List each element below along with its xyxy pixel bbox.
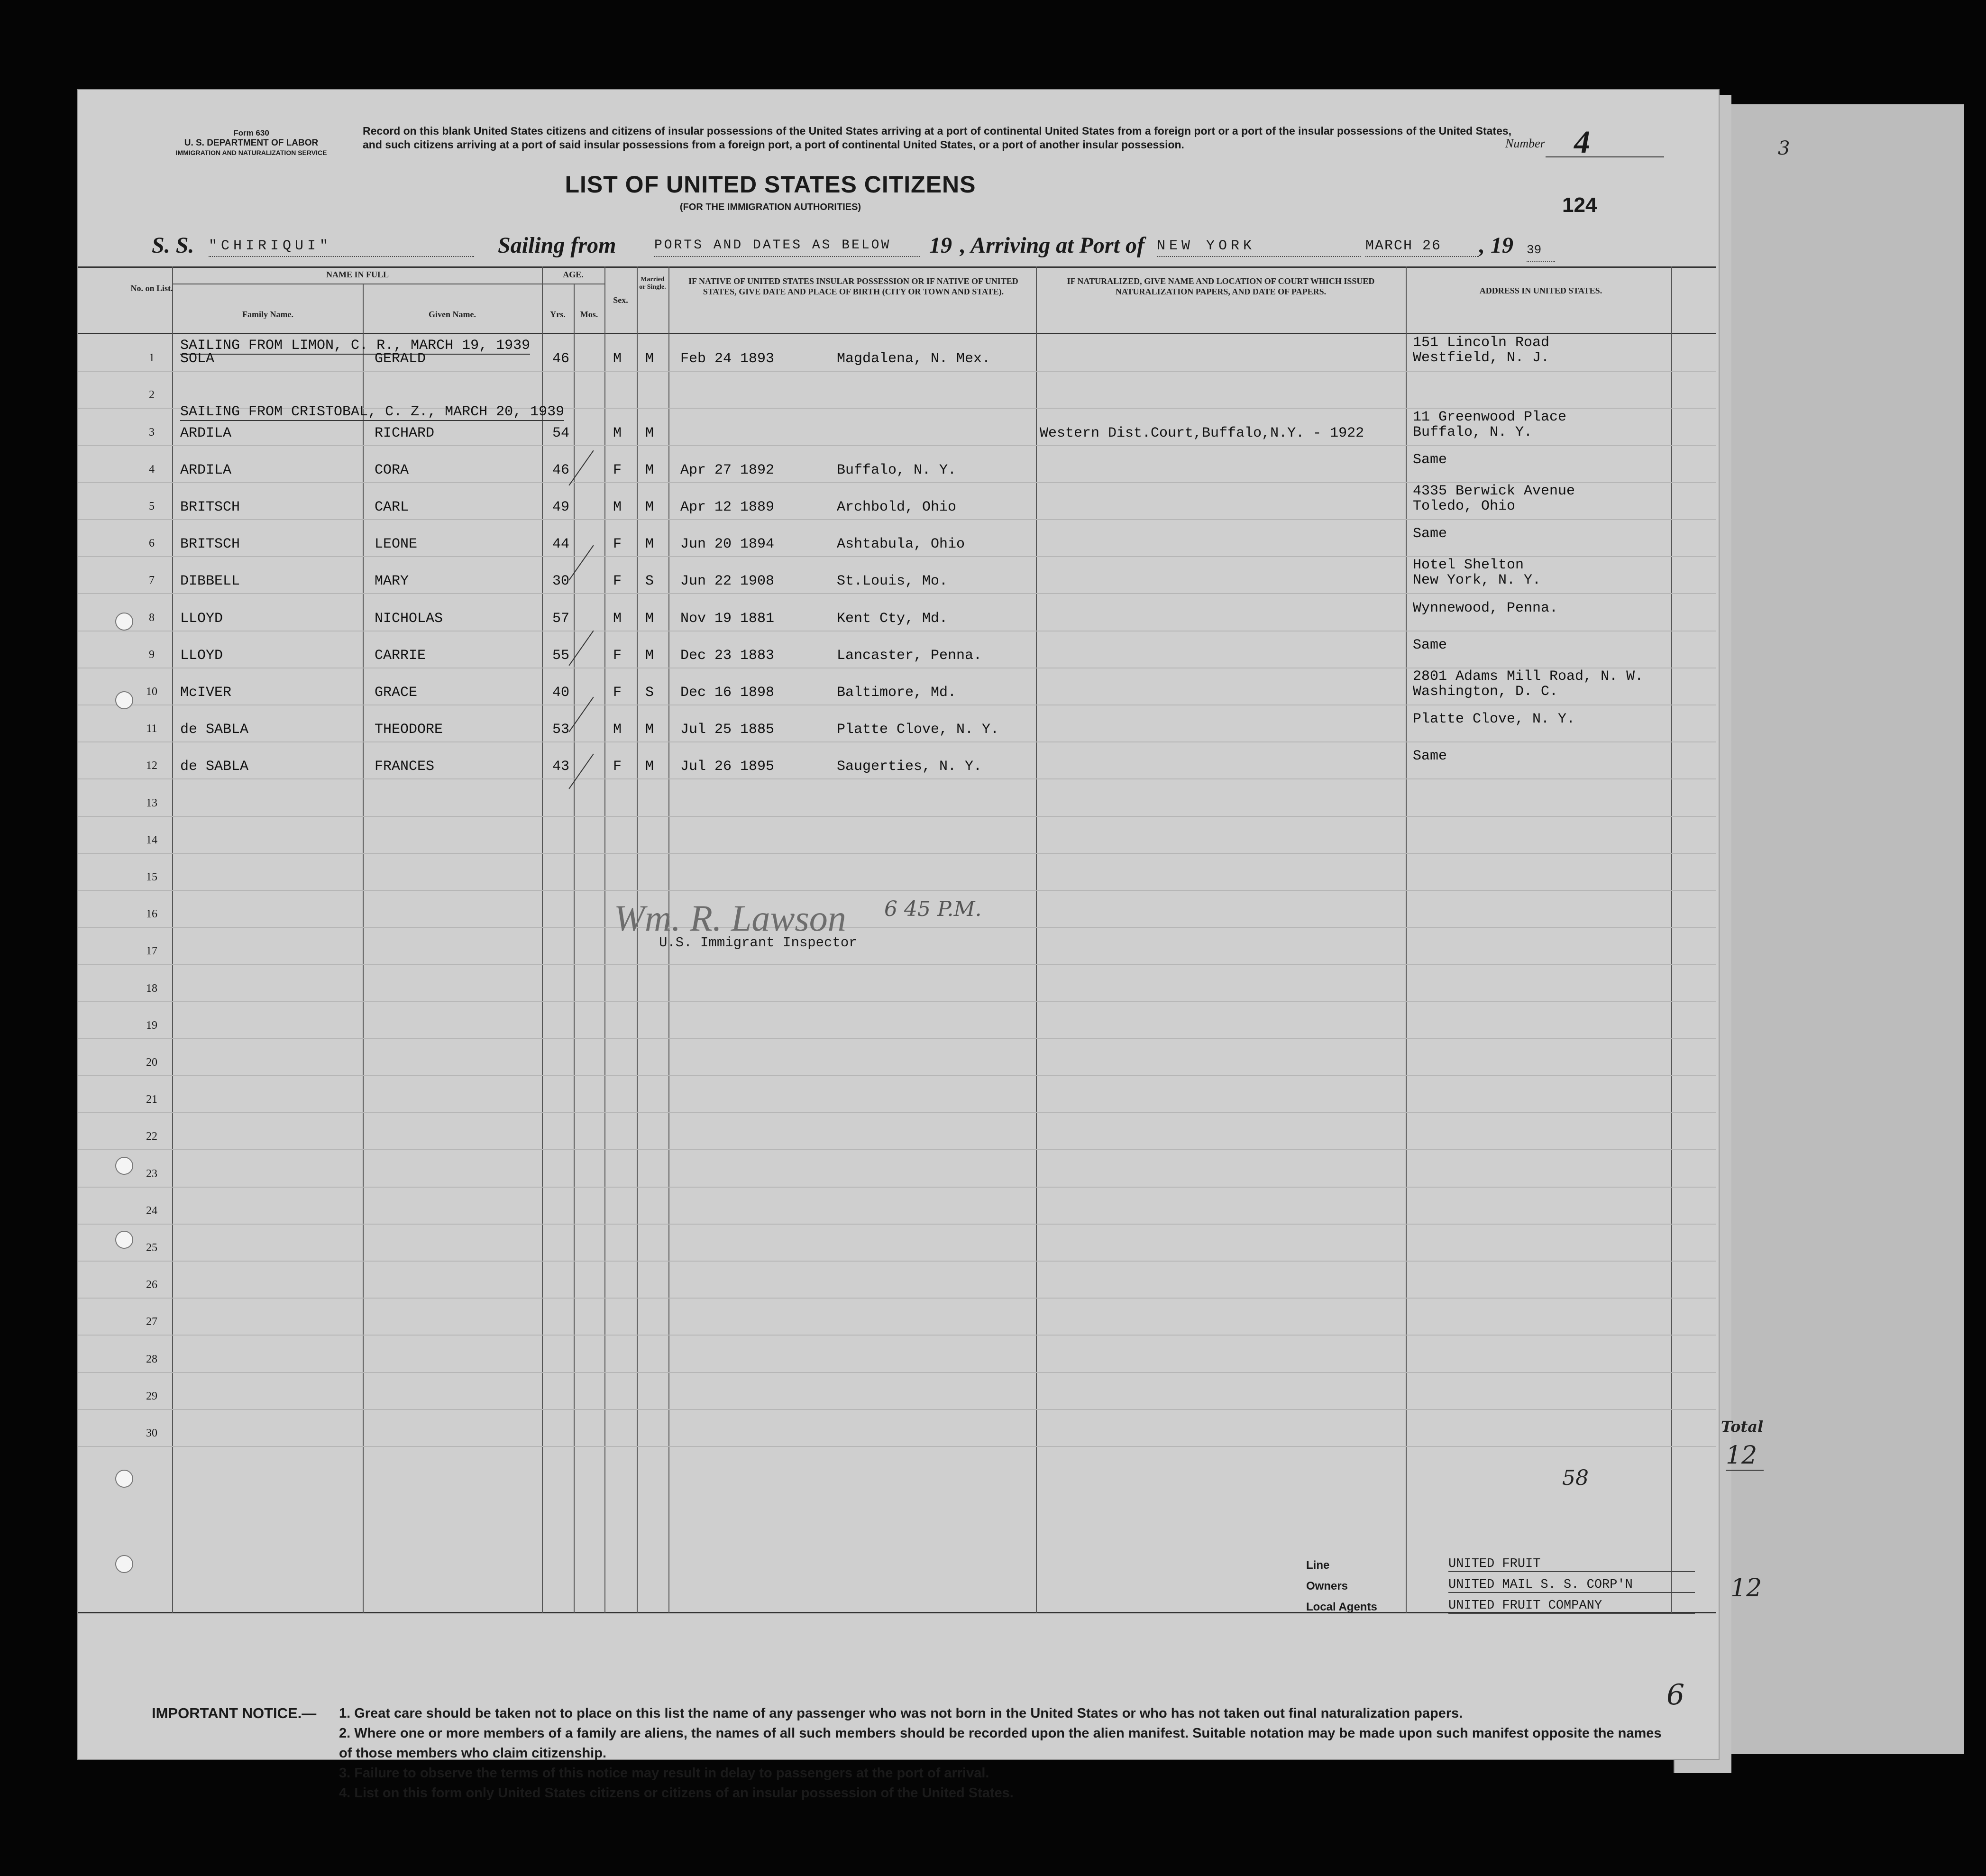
marital-status-cell: M: [645, 647, 654, 664]
address-line-1: Hotel Shelton: [1413, 557, 1524, 574]
row-number: 1: [149, 352, 155, 365]
row-number: 21: [146, 1093, 157, 1106]
sex-cell: M: [613, 610, 622, 627]
age-cell: 44: [552, 536, 570, 553]
row-number: 26: [146, 1279, 157, 1291]
punch-hole: [115, 691, 133, 709]
age-cell: 46: [552, 351, 570, 367]
address-line-1: 151 Lincoln Road: [1413, 335, 1550, 351]
age-cell: 43: [552, 759, 570, 775]
ss-label: S. S.: [152, 233, 194, 258]
col-divider: [1671, 266, 1672, 1613]
line-value: UNITED FRUIT: [1448, 1557, 1695, 1572]
given-name-cell: CARRIE: [375, 647, 426, 664]
col-no-on-list: No. on List.: [130, 284, 173, 293]
voyage-row: [152, 232, 1716, 261]
address-line-2: New York, N. Y.: [1413, 572, 1541, 589]
birth-date-cell: Jun 22 1908: [680, 573, 775, 590]
sex-cell: M: [613, 351, 622, 367]
address-line-1: Same: [1413, 748, 1447, 765]
row-number: 5: [149, 500, 155, 512]
arrival-year: 39: [1527, 243, 1555, 262]
row-line: [78, 1187, 1716, 1188]
sailing-from-label: Sailing from: [498, 233, 616, 258]
manifest-table: [78, 266, 1716, 1613]
sailing-from-value: PORTS AND DATES AS BELOW: [654, 238, 920, 257]
arrival-port: NEW YORK: [1157, 238, 1361, 257]
col-sex: Sex.: [613, 295, 628, 305]
notice-item-1: 1. Great care should be taken not to place on this list the name of any passenger who was not born in the United States or who has not taken out final naturalization papers.: [339, 1706, 1463, 1721]
col-family-name: Family Name.: [242, 310, 293, 319]
row-number: 3: [149, 426, 155, 439]
owners-label: Owners: [1306, 1580, 1348, 1592]
age-cell: 57: [552, 610, 570, 627]
service-name: IMMIGRATION AND NATURALIZATION SERVICE: [175, 149, 327, 156]
address-line-1: 11 Greenwood Place: [1413, 409, 1567, 425]
corner-mark: 6: [1666, 1678, 1685, 1711]
address-line-1: 4335 Berwick Avenue: [1413, 483, 1575, 499]
punch-hole: [115, 1555, 133, 1573]
row-line: [78, 445, 1716, 446]
birth-place-cell: Baltimore, Md.: [837, 685, 957, 701]
row-line: [78, 1001, 1716, 1002]
address-line-1: Same: [1413, 451, 1447, 468]
given-name-cell: LEONE: [375, 536, 418, 553]
family-name-cell: LLOYD: [180, 647, 223, 664]
row-number: 27: [146, 1316, 157, 1328]
check-mark: [568, 545, 594, 581]
col-mos: Mos.: [580, 310, 598, 319]
given-name-cell: NICHOLAS: [375, 610, 443, 627]
given-name-cell: CORA: [375, 462, 409, 478]
birth-date-cell: Nov 19 1881: [680, 610, 775, 627]
notice-item-2: 2. Where one or more members of a family are aliens, the names of all such members should be recorded upon the alien manifest. Suitable notation may be made upon such manifest opposite the names of those members who claim citizenship.: [339, 1726, 1662, 1761]
row-line: [78, 1372, 1716, 1373]
sex-cell: M: [613, 722, 622, 738]
marital-status-cell: M: [645, 722, 654, 738]
punch-hole: [115, 613, 133, 631]
age-cell: 53: [552, 722, 570, 738]
row-line: [78, 371, 1716, 372]
marital-status-cell: S: [645, 685, 654, 701]
age-cell: 55: [552, 647, 570, 664]
col-birth-info: IF NATIVE OF UNITED STATES INSULAR POSSESSION OR IF NATIVE OF UNITED STATES, GIVE DATE AND PLACE OF BIRTH (CITY OR TOWN AND STATE).: [688, 276, 1018, 296]
row-line: [78, 741, 1716, 742]
year-prefix: 19: [929, 233, 952, 258]
sailing-note-cristobal: SAILING FROM CRISTOBAL, C. Z., MARCH 20, 1939: [180, 404, 565, 420]
row-number: 23: [146, 1167, 157, 1180]
given-name-cell: THEODORE: [375, 722, 443, 738]
family-name-cell: ARDILA: [180, 462, 232, 478]
inspector-title: U.S. Immigrant Inspector: [659, 935, 857, 951]
family-name-cell: BRITSCH: [180, 499, 240, 515]
col-address: ADDRESS IN UNITED STATES.: [1479, 286, 1602, 295]
punch-hole: [115, 1157, 133, 1175]
col-naturalized: IF NATURALIZED, GIVE NAME AND LOCATION OF COURT WHICH ISSUED NATURALIZATION PAPERS, AND DATE OF PAPERS.: [1067, 276, 1375, 296]
row-number: 7: [149, 574, 155, 587]
birth-date-cell: Dec 23 1883: [680, 647, 775, 664]
check-mark: [568, 450, 594, 486]
row-number: 28: [146, 1353, 157, 1365]
table-top-rule: [78, 266, 1716, 268]
given-name-cell: CARL: [375, 499, 409, 515]
given-name-cell: GRACE: [375, 685, 418, 701]
back-sheet: [1707, 104, 1964, 1754]
notice-item-3: 3. Failure to observe the terms of this notice may result in delay to passengers at the port of arrival.: [339, 1766, 989, 1781]
sex-cell: F: [613, 536, 622, 553]
marital-status-cell: M: [645, 610, 654, 627]
row-number: 11: [146, 723, 157, 735]
marital-status-cell: M: [645, 536, 654, 553]
row-number: 18: [146, 982, 157, 995]
address-line-2: Buffalo, N. Y.: [1413, 424, 1533, 440]
age-cell: 54: [552, 425, 570, 441]
row-line: [78, 1112, 1716, 1113]
birth-place-cell: St.Louis, Mo.: [837, 573, 948, 590]
row-line: [78, 519, 1716, 520]
side-total-value: 12: [1730, 1574, 1762, 1602]
check-mark: [568, 631, 594, 666]
birth-place-cell: Archbold, Ohio: [837, 499, 957, 515]
inspector-signature: Wm. R. Lawson: [614, 897, 846, 939]
given-name-cell: RICHARD: [375, 425, 435, 441]
family-name-cell: de SABLA: [180, 722, 249, 738]
given-name-cell: GERALD: [375, 351, 426, 367]
record-notice: Record on this blank United States citizens and citizens of insular possessions of the United States arriving at a port of continental United States from a foreign port or a port of the insular possessions of the United States, and such citizens arriving at a port of said insular possessions from a foreign port, a port of continental United States, or a port of another insular possession.: [363, 125, 1512, 151]
col-divider: [637, 266, 638, 1613]
col-name-in-full: NAME IN FULL: [326, 270, 389, 279]
birth-date-cell: Dec 16 1898: [680, 685, 775, 701]
sex-cell: F: [613, 462, 622, 478]
address-line-2: Toledo, Ohio: [1413, 498, 1516, 514]
family-name-cell: BRITSCH: [180, 536, 240, 553]
row-number: 4: [149, 463, 155, 476]
birth-place-cell: Ashtabula, Ohio: [837, 536, 965, 553]
sex-cell: M: [613, 499, 622, 515]
sex-cell: M: [613, 425, 622, 441]
number-value: 4: [1546, 127, 1664, 157]
address-line-1: Platte Clove, N. Y.: [1413, 711, 1575, 728]
address-line-2: Westfield, N. J.: [1413, 350, 1550, 366]
arriving-label: , Arriving at Port of: [960, 233, 1144, 258]
inspector-time: 6 45 P.M.: [884, 897, 982, 921]
col-given-name: Given Name.: [429, 310, 476, 319]
col-divider: [1036, 266, 1037, 1613]
row-number: 17: [146, 945, 157, 958]
row-number: 2: [149, 389, 155, 402]
row-number: 9: [149, 648, 155, 661]
col-married-single: Married or Single.: [639, 276, 666, 291]
row-line: [78, 593, 1716, 594]
given-name-cell: FRANCES: [375, 759, 435, 775]
punch-hole: [115, 1231, 133, 1249]
row-number: 13: [146, 796, 157, 809]
department-name: U. S. DEPARTMENT OF LABOR: [184, 138, 319, 148]
row-line: [78, 1409, 1716, 1410]
marital-status-cell: M: [645, 759, 654, 775]
birth-date-cell: Jul 26 1895: [680, 759, 775, 775]
page-title: LIST OF UNITED STATES CITIZENS: [565, 171, 976, 198]
col-age: AGE.: [563, 270, 584, 279]
address-line-1: Same: [1413, 637, 1447, 653]
line-label: Line: [1306, 1559, 1330, 1572]
form-header-left: [135, 128, 367, 158]
row-line: [78, 927, 1716, 928]
arrival-year-prefix: , 19: [1479, 233, 1513, 258]
row-line: [78, 778, 1716, 779]
row-number: 16: [146, 908, 157, 921]
arrival-date: MARCH 26: [1365, 238, 1479, 257]
family-name-cell: LLOYD: [180, 610, 223, 627]
birth-place-cell: Kent Cty, Md.: [837, 610, 948, 627]
row-line: [78, 964, 1716, 965]
birth-date-cell: Apr 12 1889: [680, 499, 775, 515]
address-line-1: 2801 Adams Mill Road, N. W.: [1413, 668, 1644, 685]
sex-cell: F: [613, 647, 622, 664]
row-line: [78, 1224, 1716, 1225]
age-cell: 40: [552, 685, 570, 701]
address-line-1: Same: [1413, 526, 1447, 542]
row-line: [78, 1261, 1716, 1262]
row-number: 20: [146, 1056, 157, 1069]
birth-date-cell: Apr 27 1892: [680, 462, 775, 478]
sex-cell: F: [613, 573, 622, 590]
row-number: 12: [146, 760, 157, 772]
sailing-note-limon: SAILING FROM LIMON, C. R., MARCH 19, 1939: [180, 338, 531, 354]
sex-cell: F: [613, 685, 622, 701]
total-label: Total: [1721, 1418, 1764, 1436]
birth-date-cell: Jul 25 1885: [680, 722, 775, 738]
address-line-1: Wynnewood, Penna.: [1413, 600, 1558, 616]
col-divider: [1406, 266, 1407, 1613]
row-line: [78, 816, 1716, 817]
birth-date-cell: Jun 20 1894: [680, 536, 775, 553]
age-cell: 46: [552, 462, 570, 478]
given-name-cell: MARY: [375, 573, 409, 590]
col-divider: [604, 266, 605, 1613]
row-number: 10: [146, 686, 157, 698]
notice-item-4: 4. List on this form only United States citizens or citizens of an insular possession of the United States.: [339, 1785, 1014, 1801]
birth-place-cell: Buffalo, N. Y.: [837, 462, 957, 478]
row-line: [78, 1038, 1716, 1039]
family-name-cell: de SABLA: [180, 759, 249, 775]
header-bottom-rule: [78, 333, 1716, 334]
col-divider: [542, 266, 543, 1613]
row-number: 25: [146, 1242, 157, 1254]
row-number: 30: [146, 1427, 157, 1439]
family-name-cell: SOLA: [180, 351, 215, 367]
naturalized-cell: Western Dist.Court,Buffalo,N.Y. - 1922: [1040, 425, 1364, 441]
marital-status-cell: M: [645, 425, 654, 441]
number-label: Number: [1505, 137, 1545, 150]
row-line: [78, 890, 1716, 891]
row-number: 14: [146, 833, 157, 846]
row-number: 19: [146, 1019, 157, 1032]
age-cell: 49: [552, 499, 570, 515]
punch-hole: [115, 1470, 133, 1488]
marital-status-cell: M: [645, 462, 654, 478]
marital-status-cell: S: [645, 573, 654, 590]
family-name-cell: ARDILA: [180, 425, 232, 441]
margin-number: 3: [1778, 137, 1790, 159]
marital-status-cell: M: [645, 499, 654, 515]
owners-value: UNITED MAIL S. S. CORP'N: [1448, 1578, 1695, 1593]
page-number: 124: [1562, 193, 1597, 217]
row-line: [78, 1446, 1716, 1447]
family-name-cell: DIBBELL: [180, 573, 240, 590]
row-line: [78, 853, 1716, 854]
family-name-cell: McIVER: [180, 685, 232, 701]
ship-name: "CHIRIQUI": [209, 238, 474, 257]
row-line: [78, 1149, 1716, 1150]
page-subtitle: (FOR THE IMMIGRATION AUTHORITIES): [679, 202, 861, 212]
age-cell: 30: [552, 573, 570, 590]
handwritten-58: 58: [1562, 1466, 1589, 1490]
manifest-sheet: [78, 90, 1719, 1801]
agents-block: [1306, 1551, 1733, 1614]
birth-place-cell: Magdalena, N. Mex.: [837, 351, 991, 367]
row-number: 8: [149, 611, 155, 624]
notice-heading: IMPORTANT NOTICE.—: [152, 1705, 317, 1721]
birth-place-cell: Lancaster, Penna.: [837, 647, 982, 664]
address-line-2: Washington, D. C.: [1413, 684, 1558, 700]
form-number: Form 630: [233, 128, 269, 137]
row-line: [78, 1335, 1716, 1336]
row-number: 6: [149, 537, 155, 550]
birth-place-cell: Saugerties, N. Y.: [837, 759, 982, 775]
birth-place-cell: Platte Clove, N. Y.: [837, 722, 999, 738]
local-agents-value: UNITED FRUIT COMPANY: [1448, 1599, 1695, 1614]
row-number: 22: [146, 1130, 157, 1143]
check-mark: [568, 697, 594, 732]
local-agents-label: Local Agents: [1306, 1601, 1377, 1613]
row-number: 24: [146, 1204, 157, 1217]
marital-status-cell: M: [645, 351, 654, 367]
birth-date-cell: Feb 24 1893: [680, 351, 775, 367]
row-line: [78, 1075, 1716, 1076]
row-number: 15: [146, 871, 157, 883]
check-mark: [568, 754, 594, 789]
total-value: 12: [1726, 1441, 1764, 1471]
row-number: 29: [146, 1390, 157, 1402]
sex-cell: F: [613, 759, 622, 775]
col-yrs: Yrs.: [550, 310, 566, 319]
row-line: [78, 1298, 1716, 1299]
